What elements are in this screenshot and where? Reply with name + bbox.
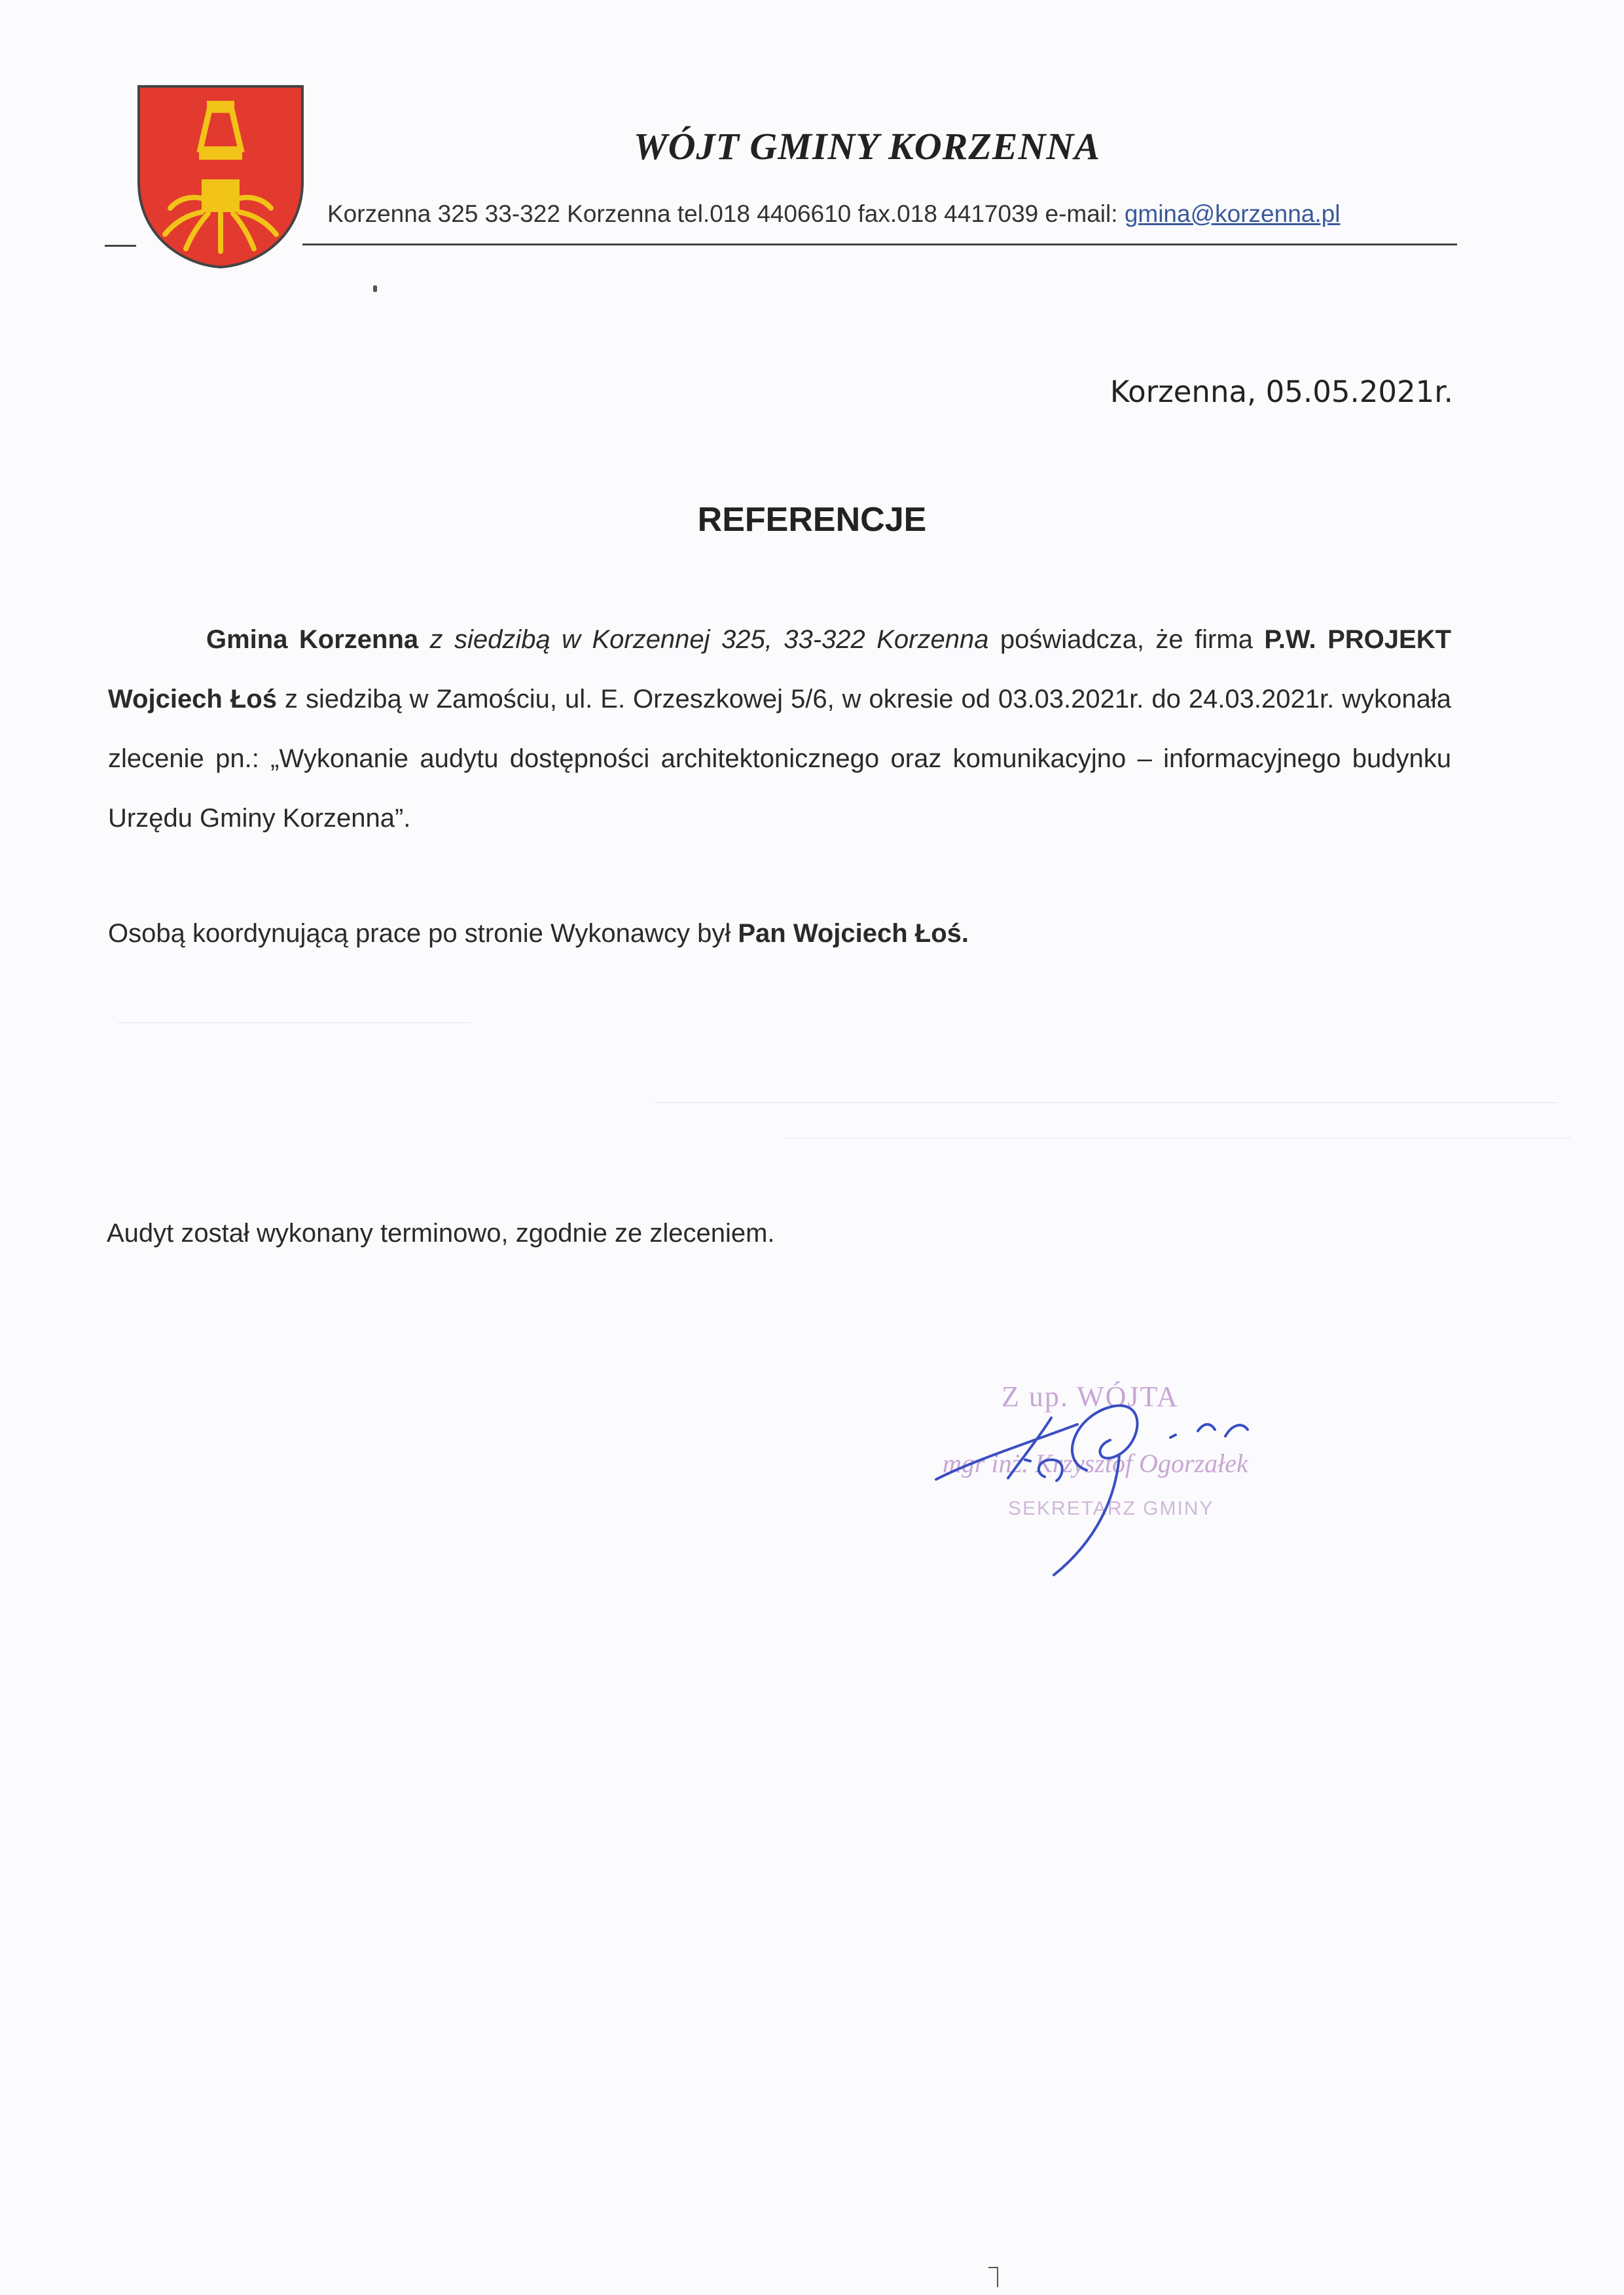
company-details: z siedzibą w Zamościu, ul. E. Orzeszkowej 5/6, w okresie od 03.03.2021r. do 24.03.2021r. wykonała zlecenie pn.: „Wykonanie audytu dostępności architektonicznego oraz komunikacyjno – informacyjnego budynku Urzędu Gminy Korzenna”. — [108, 685, 1451, 833]
coordinator-text: Osobą koordynującą prace po stronie Wykonawcy był — [108, 919, 738, 948]
org-name: Gmina Korzenna — [206, 625, 419, 654]
coordinator-name: Pan Wojciech Łoś. — [738, 919, 969, 948]
stamp-line-3: SEKRETARZ GMINY — [1008, 1498, 1214, 1519]
document-title: REFERENCJE — [697, 501, 927, 539]
contact-details: Korzenna 325 33-322 Korzenna tel.018 4406610 fax.018 4417039 e-mail: — [327, 200, 1125, 227]
date-line: Korzenna, 05.05.2021r. — [1110, 374, 1453, 409]
office-title: WÓJT GMINY KORZENNA — [634, 125, 1100, 168]
header-rule-left — [105, 245, 136, 247]
audit-note: Audyt został wykonany terminowo, zgodnie ze zleceniem. — [107, 1219, 775, 1248]
stamp-line-1: Z up. WÓJTA — [1001, 1381, 1179, 1413]
email-link[interactable]: gmina@korzenna.pl — [1124, 200, 1341, 227]
coordinator-line — [108, 919, 969, 949]
scan-speck — [373, 285, 377, 292]
handwritten-signature — [923, 1362, 1316, 1604]
header-rule — [302, 244, 1457, 245]
page-corner-mark — [986, 2265, 1001, 2291]
contact-line — [327, 200, 1340, 228]
certifies-text: poświadcza, że firma — [988, 625, 1265, 654]
seat-phrase: z siedzibą w Korzennej 325, 33-322 Korzenna — [418, 625, 989, 654]
scan-artifact-line — [655, 1102, 1558, 1103]
body-paragraph — [108, 610, 1451, 848]
scan-artifact-line — [118, 1022, 471, 1023]
coat-of-arms-crest-icon — [136, 84, 305, 270]
stamp-line-2: mgr inż. Krzysztof Ogorzałek — [943, 1449, 1248, 1478]
company-name: P.W. PROJEKT Wojciech Łoś — [108, 625, 1452, 714]
